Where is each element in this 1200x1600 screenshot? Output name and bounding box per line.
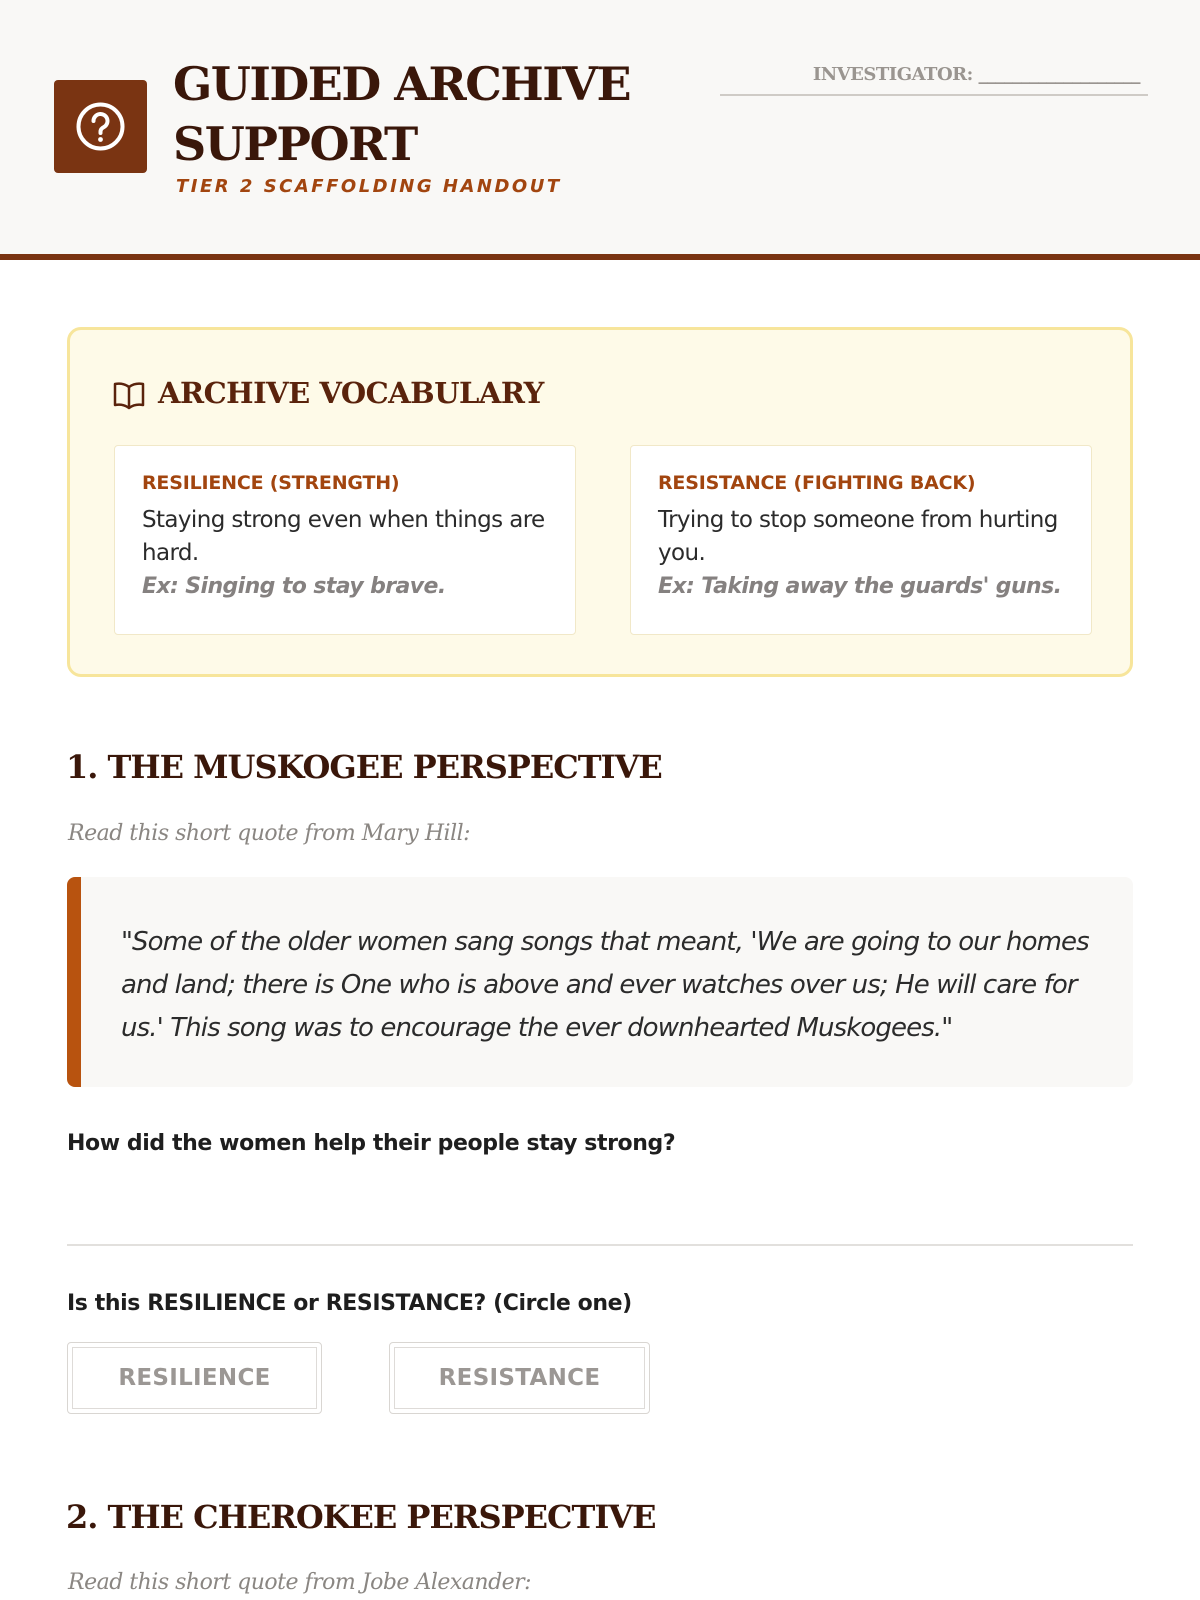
choice-resistance[interactable] xyxy=(389,1342,650,1414)
section-2-title: 2. THE CHEROKEE PERSPECTIVE xyxy=(66,1498,656,1536)
vocab-card-resistance xyxy=(630,445,1092,635)
vocabulary-box xyxy=(67,327,1133,677)
vocab-definition: Staying strong even when things are hard. xyxy=(142,507,545,566)
quote-text: "Some of the older women sang songs that meant, 'We are going to our homes and land; there is One who is above and ever watches over us; He will care for us.' This song was to encourage the ever downhearted Muskogees." xyxy=(121,927,1089,1043)
vocab-example: Ex: Singing to stay brave. xyxy=(142,574,446,599)
question-2: Is this RESILIENCE or RESISTANCE? (Circle one) xyxy=(67,1291,632,1316)
section-1-instruction: Read this short quote from Mary Hill: xyxy=(68,821,471,846)
vocabulary-title: ARCHIVE VOCABULARY xyxy=(158,376,544,410)
choice-label: RESISTANCE xyxy=(394,1347,645,1409)
open-book-icon xyxy=(112,380,146,410)
section-1-title: 1. THE MUSKOGEE PERSPECTIVE xyxy=(66,748,662,786)
quote-block xyxy=(67,877,1133,1087)
choice-resilience[interactable] xyxy=(67,1342,322,1414)
question-1: How did the women help their people stay strong? xyxy=(67,1131,676,1156)
vocab-term: RESILIENCE (STRENGTH) xyxy=(142,472,400,494)
vocab-card-resilience xyxy=(114,445,576,635)
vocab-example: Ex: Taking away the guards' guns. xyxy=(658,574,1062,599)
page-header xyxy=(0,0,1200,260)
page-subtitle: TIER 2 SCAFFOLDING HANDOUT xyxy=(176,176,562,197)
vocab-definition: Trying to stop someone from hurting you. xyxy=(658,507,1058,566)
question-circle-icon xyxy=(75,101,126,152)
logo-badge xyxy=(54,80,147,173)
page-title: GUIDED ARCHIVE SUPPORT xyxy=(173,57,631,171)
choice-label: RESILIENCE xyxy=(72,1347,317,1409)
investigator-field: INVESTIGATOR: ___________________ xyxy=(720,60,1148,96)
vocab-term: RESISTANCE (FIGHTING BACK) xyxy=(658,472,976,494)
section-2-instruction: Read this short quote from Jobe Alexander: xyxy=(68,1570,532,1595)
answer-line[interactable] xyxy=(67,1244,1133,1246)
